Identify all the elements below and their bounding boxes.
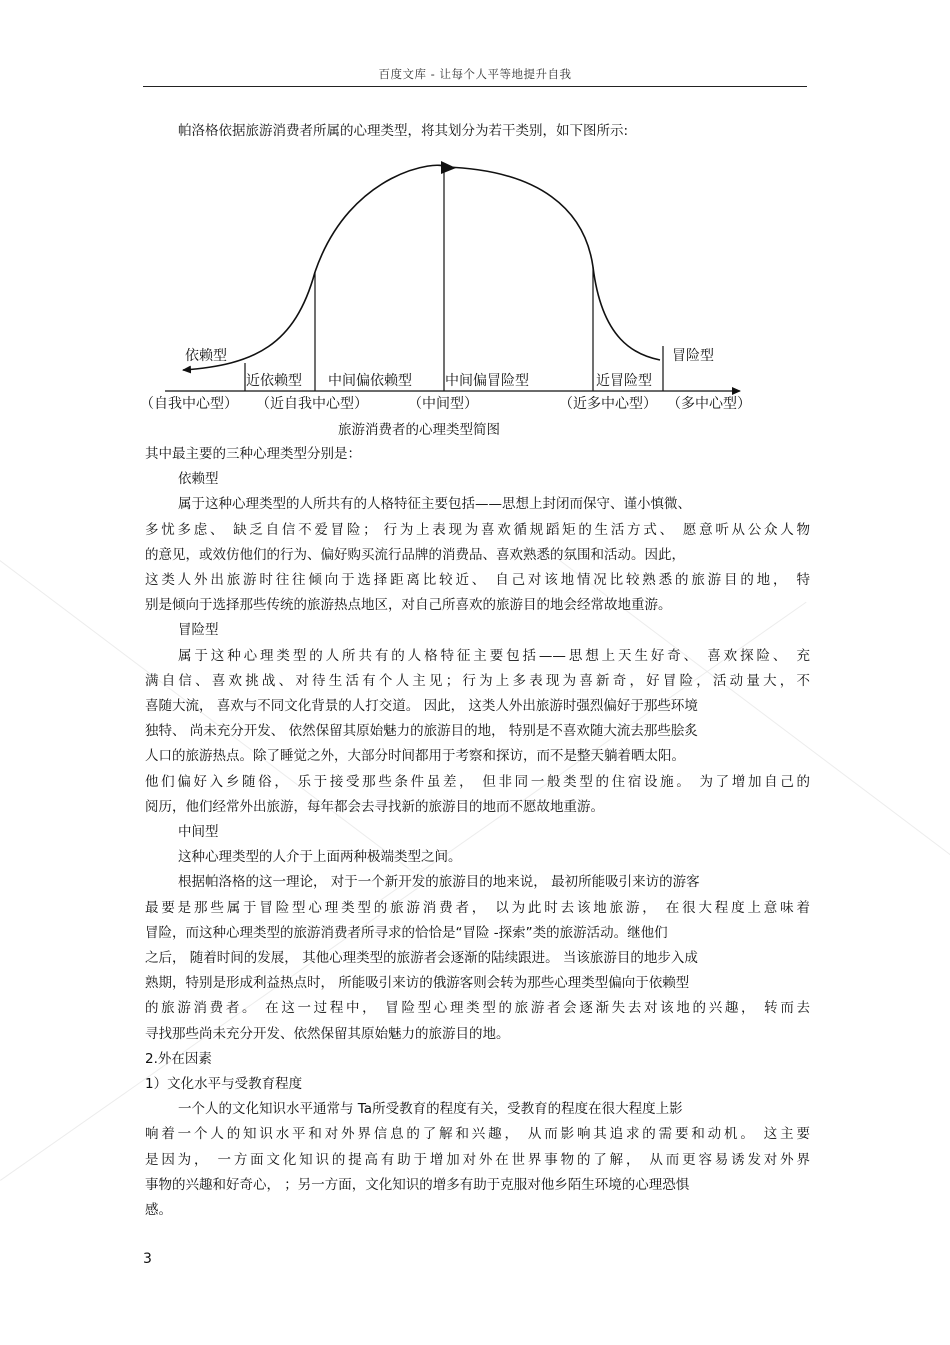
text-line: 根据帕洛格的这一理论， 对于一个新开发的旅游目的地来说， 最初所能吸引来访的游客 [178,874,700,891]
text-line: 熟期，特别是形成利益热点时， 所能吸引来访的俄游客则会转为那些心理类型偏向于依赖型 [145,975,690,992]
axis-label-near-psychocentric: （近自我中心型） [256,396,368,412]
text-line: 事物的兴趣和好奇心， ；另一方面，文化知识的增多有助于克服对他乡陌生环境的心理恐惧 [145,1176,690,1193]
text-line: 2.外在因素 [145,1050,212,1067]
axis-label-psychocentric: （自我中心型） [140,396,238,412]
text-line: 冒险，而这种心理类型的旅游消费者所寻求的恰恰是“冒险 -探索”类的旅游活动。继他们 [145,924,668,941]
text-line: 冒险型 [178,622,219,639]
text-line: 喜随大流， 喜欢与不同文化背景的人打交道。 因此， 这类人外出旅游时强烈偏好于那些环境 [145,698,698,715]
page-number: 3 [143,1251,152,1267]
text-line: 独特、 尚未充分开发、 依然保留其原始魅力的旅游目的地， 特别是不喜欢随大流去那些脍炙 [145,723,698,740]
text-line: 的旅游消费者。 在这一过程中， 冒险型心理类型的旅游者会逐渐失去对该地的兴趣， 转而去 [145,1000,810,1017]
text-line: 属于这种心理类型的人所共有的人格特征主要包括——思想上天生好奇、 喜欢探险、 充 [178,647,810,664]
text-line: 这种心理类型的人介于上面两种极端类型之间。 [178,849,462,866]
text-line: 其中最主要的三种心理类型分别是： [145,446,361,462]
text-line: 满自信、喜欢挑战、对待生活有个人主见；行为上多表现为喜新奇，好冒险，活动量大，不 [145,672,810,689]
text-line: 这类人外出旅游时往往倾向于选择距离比较近、 自己对该地情况比较熟悉的旅游目的地， 特 [145,572,810,589]
bell-curve [315,165,660,360]
page-header: 百度文库 - 让每个人平等地提升自我 [378,67,572,81]
axis-label-midcentric: （中间型） [408,396,478,412]
text-line: 寻找那些尚未充分开发、依然保留其原始魅力的旅游目的地。 [145,1025,510,1042]
psychographic-curve-diagram [140,150,760,445]
type-label-near-venturer: 近冒险型 [596,373,652,389]
header-rule [143,86,807,87]
text-line: 响着一个人的知识水平和对外界信息的了解和兴趣， 从而影响其追求的需要和动机。 这主要 [145,1126,810,1143]
text-line: 一个人的文化知识水平通常与 Ta所受教育的程度有关，受教育的程度在很大程度上影 [178,1101,683,1118]
type-label-mid-dependent: 中间偏依赖型 [328,373,412,389]
text-line: 属于这种心理类型的人所共有的人格特征主要包括——思想上封闭而保守、谨小慎微、 [178,496,691,513]
text-line: 最要是那些属于冒险型心理类型的旅游消费者， 以为此时去该地旅游， 在很大程度上意味着 [145,899,810,916]
intro-paragraph: 帕洛格依据旅游消费者所属的心理类型，将其划分为若干类别，如下图所示: [178,123,629,139]
curve-top-arrowhead [441,161,456,174]
text-line: 阅历，他们经常外出旅游，每年都会去寻找新的旅游目的地而不愿故地重游。 [145,798,604,815]
text-line: 中间型 [178,824,219,841]
axis-label-allocentric: （多中心型） [667,396,751,412]
text-line: 他们偏好入乡随俗， 乐于接受那些条件虽差， 但非同一般类型的住宿设施。 为了增加自己的 [145,773,810,790]
text-line: 依赖型 [178,471,219,488]
text-line: 之后， 随着时间的发展， 其他心理类型的旅游者会逐渐的陆续跟进。 当该旅游目的地步入成 [145,950,698,967]
text-line: 多忧多虑、 缺乏自信不爱冒险； 行为上表现为喜欢循规蹈矩的生活方式、 愿意听从公众人物 [145,521,810,538]
type-label-dependent: 依赖型 [185,348,227,364]
text-line: 人口的旅游热点。除了睡觉之外，大部分时间都用于考察和探访，而不是整天躺着晒太阳。 [145,748,685,765]
body-text [145,442,810,1223]
text-line: 1）文化水平与受教育程度 [145,1076,303,1093]
type-label-mid-venturer: 中间偏冒险型 [445,373,529,389]
type-label-near-dependent: 近依赖型 [246,373,302,389]
axis-label-near-allocentric: （近多中心型） [559,396,657,412]
text-line: 别是倾向于选择那些传统的旅游热点地区，对自己所喜欢的旅游目的地会经常故地重游。 [145,597,672,614]
figure-caption: 旅游消费者的心理类型简图 [338,422,500,438]
text-line: 是因为， 一方面文化知识的提高有助于增加对外在世界事物的了解， 从而更容易诱发对外界 [145,1151,810,1168]
text-line: 感。 [145,1202,172,1219]
text-line: 的意见，或效仿他们的行为、偏好购买流行品牌的消费品、喜欢熟悉的氛围和活动。因此， [145,546,685,563]
type-label-venturer: 冒险型 [672,348,714,364]
